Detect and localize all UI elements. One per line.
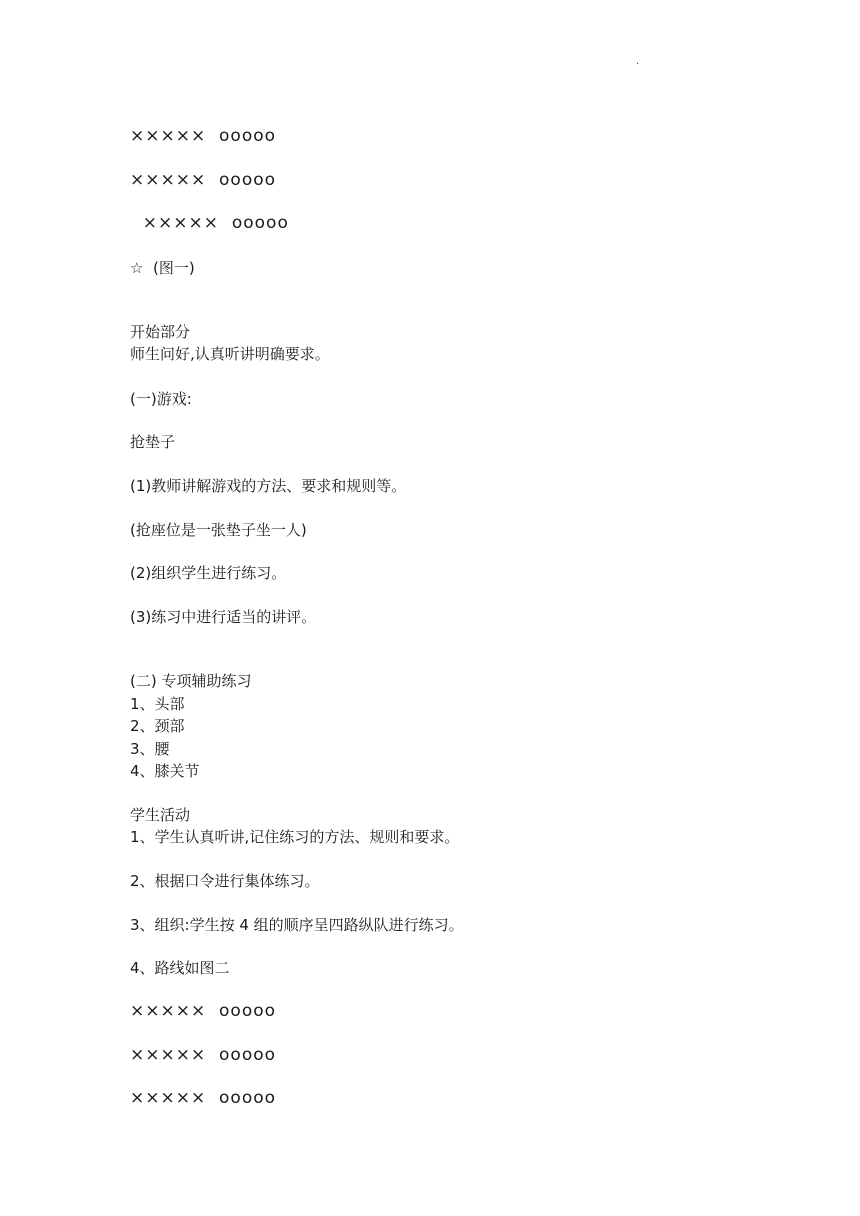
special-practice-item: 1、头部 <box>130 695 185 713</box>
formation-row-3: ××××× ooooo <box>130 213 289 233</box>
game-step: (2)组织学生进行练习。 <box>130 564 287 582</box>
game-step: (3)练习中进行适当的讲评。 <box>130 608 317 626</box>
special-practice-item: 2、颈部 <box>130 717 185 735</box>
game-name: 抢垫子 <box>130 433 176 451</box>
start-section-greeting: 师生问好,认真听讲明确要求。 <box>130 345 330 363</box>
formation-row-4: ××××× ooooo <box>130 1001 277 1021</box>
start-section-heading: 开始部分 <box>130 323 191 341</box>
game-title: (一)游戏: <box>130 390 192 408</box>
game-step: (1)教师讲解游戏的方法、要求和规则等。 <box>130 477 407 495</box>
page-mark: . <box>636 56 640 67</box>
student-activity-item: 4、路线如图二 <box>130 959 230 977</box>
student-activity-item: 2、根据口令进行集体练习。 <box>130 872 320 890</box>
student-activity-heading: 学生活动 <box>130 806 191 824</box>
game-step: (抢座位是一张垫子坐一人) <box>130 521 307 539</box>
formation-row-6: ××××× ooooo <box>130 1088 277 1108</box>
student-activity-item: 3、组织:学生按 4 组的顺序呈四路纵队进行练习。 <box>130 916 464 934</box>
formation-row-2: ××××× ooooo <box>130 170 277 190</box>
special-practice-item: 4、膝关节 <box>130 762 200 780</box>
formation-row-1: ××××× ooooo <box>130 126 277 146</box>
student-activity-item: 1、学生认真听讲,记住练习的方法、规则和要求。 <box>130 828 460 846</box>
special-practice-title: (二) 专项辅助练习 <box>130 672 252 690</box>
special-practice-item: 3、腰 <box>130 740 170 758</box>
formation-row-5: ××××× ooooo <box>130 1045 277 1065</box>
figure-one-caption: ☆ (图一) <box>130 259 195 277</box>
